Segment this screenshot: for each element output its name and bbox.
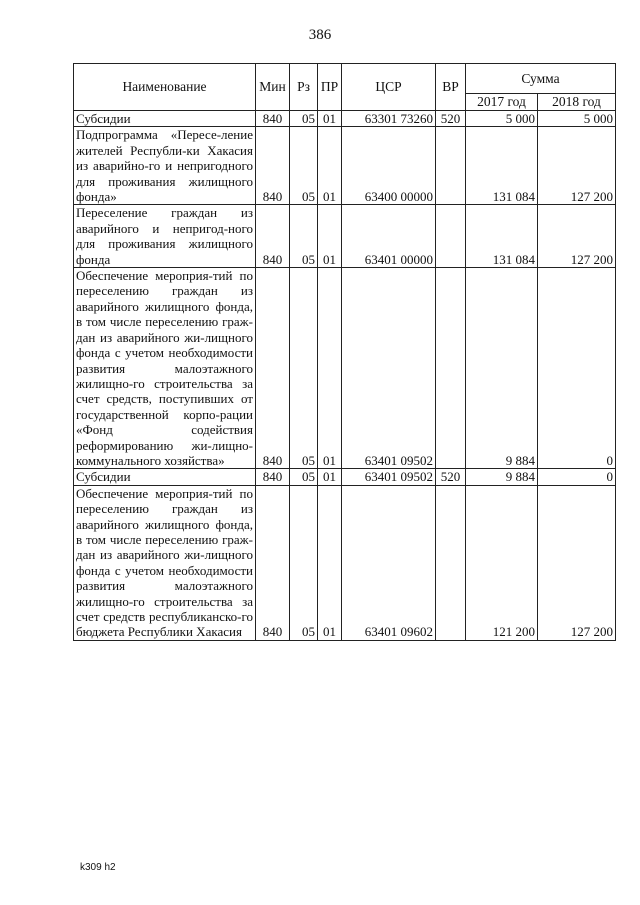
table-row bbox=[74, 111, 616, 127]
row-rz: 05 bbox=[290, 268, 318, 469]
budget-table bbox=[73, 63, 616, 641]
row-rz: 05 bbox=[290, 485, 318, 640]
row-2017: 131 084 bbox=[466, 205, 538, 268]
row-min: 840 bbox=[256, 205, 290, 268]
header-vr: ВР bbox=[436, 64, 466, 111]
row-name: Обеспечение мероприя-тий по переселению граждан из аварийного жилищного фонда, в том числе переселению граж-дан из аварийного жи-лищного фонда с учетом необходимости развития малоэтажного жилищно-го строительства за счет средств республиканско-го бюджета Республики Хакасия bbox=[74, 485, 256, 640]
row-2017: 9 884 bbox=[466, 268, 538, 469]
row-2018: 127 200 bbox=[538, 127, 616, 205]
header-year-2018: 2018 год bbox=[538, 94, 616, 111]
row-name: Обеспечение мероприя-тий по переселению граждан из аварийного жилищного фонда, в том числе переселению граж-дан из аварийного жи-лищного фонда с учетом необходимости развития малоэтажного жилищно-го строительства за счет средств, поступивших от государственной корпо-рации «Фонд содействия реформированию жи-лищно-коммунального хозяйства» bbox=[74, 268, 256, 469]
row-csr: 63401 09602 bbox=[342, 485, 436, 640]
row-2018: 0 bbox=[538, 268, 616, 469]
row-2017: 9 884 bbox=[466, 469, 538, 485]
header-csr: ЦСР bbox=[342, 64, 436, 111]
table-row bbox=[74, 205, 616, 268]
row-min: 840 bbox=[256, 469, 290, 485]
row-pr: 01 bbox=[318, 268, 342, 469]
row-min: 840 bbox=[256, 111, 290, 127]
table-row bbox=[74, 127, 616, 205]
row-pr: 01 bbox=[318, 127, 342, 205]
row-pr: 01 bbox=[318, 485, 342, 640]
row-rz: 05 bbox=[290, 205, 318, 268]
table-header bbox=[74, 64, 616, 111]
row-csr: 63400 00000 bbox=[342, 127, 436, 205]
row-2017: 5 000 bbox=[466, 111, 538, 127]
row-pr: 01 bbox=[318, 205, 342, 268]
table-row bbox=[74, 469, 616, 485]
row-csr: 63401 00000 bbox=[342, 205, 436, 268]
header-year-2017: 2017 год bbox=[466, 94, 538, 111]
row-min: 840 bbox=[256, 127, 290, 205]
row-vr: 520 bbox=[436, 469, 466, 485]
page-number: 386 bbox=[308, 27, 332, 43]
row-2018: 0 bbox=[538, 469, 616, 485]
row-2017: 121 200 bbox=[466, 485, 538, 640]
row-name: Субсидии bbox=[74, 469, 256, 485]
row-2018: 127 200 bbox=[538, 205, 616, 268]
row-vr: 520 bbox=[436, 111, 466, 127]
row-name: Подпрограмма «Пересе-ление жителей Республи-ки Хакасия из аварийно-го и непригодного для проживания жилищного фонда» bbox=[74, 127, 256, 205]
row-vr bbox=[436, 268, 466, 469]
row-vr bbox=[436, 485, 466, 640]
row-2018: 127 200 bbox=[538, 485, 616, 640]
row-pr: 01 bbox=[318, 469, 342, 485]
row-rz: 05 bbox=[290, 127, 318, 205]
row-vr bbox=[436, 205, 466, 268]
row-min: 840 bbox=[256, 485, 290, 640]
header-sum: Сумма bbox=[466, 64, 616, 94]
footer-code: k309 h2 bbox=[80, 862, 116, 873]
row-name: Переселение граждан из аварийного и непригод-ного для проживания жилищного фонда bbox=[74, 205, 256, 268]
row-csr: 63301 73260 bbox=[342, 111, 436, 127]
header-rz: Рз bbox=[290, 64, 318, 111]
header-pr: ПР bbox=[318, 64, 342, 111]
row-rz: 05 bbox=[290, 111, 318, 127]
table-row bbox=[74, 268, 616, 469]
row-2018: 5 000 bbox=[538, 111, 616, 127]
row-vr bbox=[436, 127, 466, 205]
table-row bbox=[74, 485, 616, 640]
row-2017: 131 084 bbox=[466, 127, 538, 205]
row-csr: 63401 09502 bbox=[342, 469, 436, 485]
row-rz: 05 bbox=[290, 469, 318, 485]
row-csr: 63401 09502 bbox=[342, 268, 436, 469]
row-min: 840 bbox=[256, 268, 290, 469]
header-min: Мин bbox=[256, 64, 290, 111]
row-pr: 01 bbox=[318, 111, 342, 127]
row-name: Субсидии bbox=[74, 111, 256, 127]
header-name: Наименование bbox=[74, 64, 256, 111]
